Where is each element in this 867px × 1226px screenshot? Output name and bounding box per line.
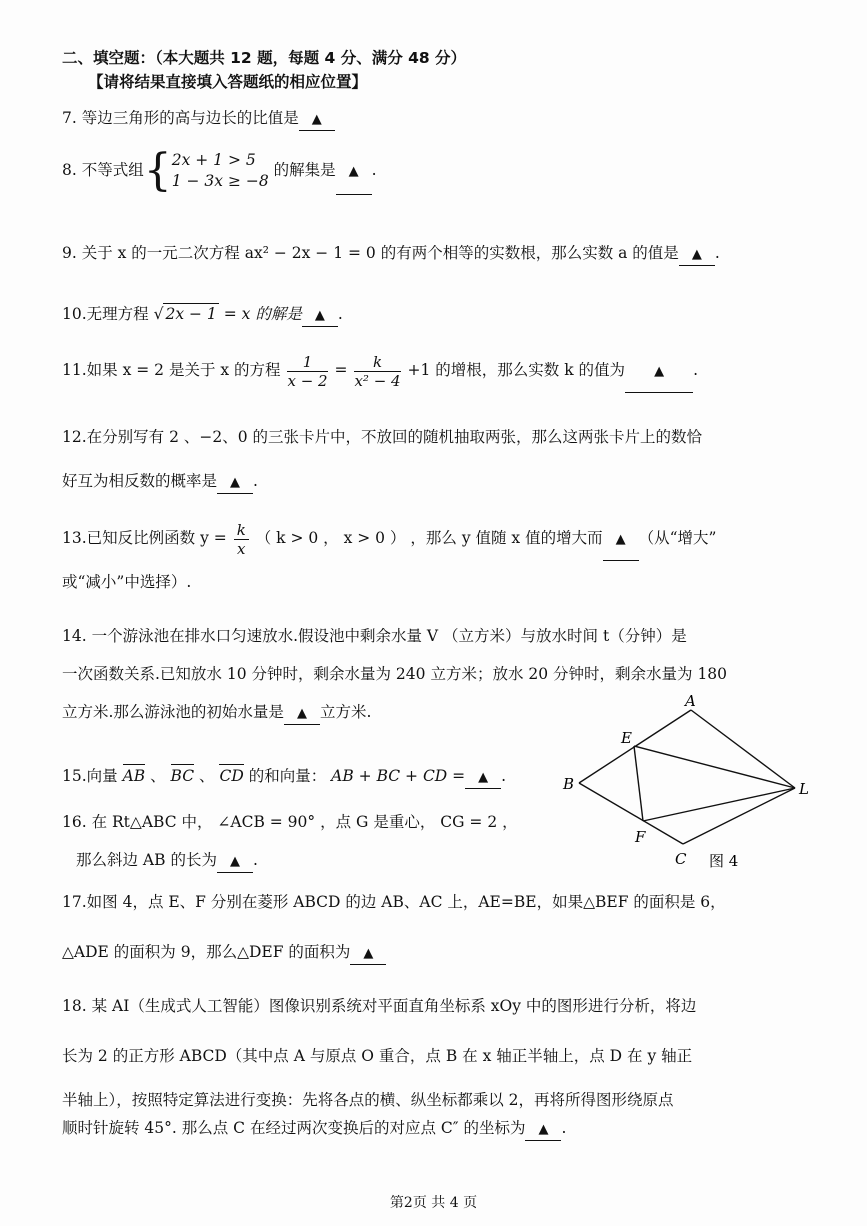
question-9: 9. 关于 x 的一元二次方程 ax² − 2x − 1 = 0 的有两个相等的实数根，那么实数 a 的值是 ▲ . [62,243,720,266]
question-15: 15.向量 AB 、 BC 、 CD 的和向量： AB + BC + CD = ▲ . [62,764,506,789]
question-17-line2 [62,942,386,965]
label-F: F [635,828,646,846]
q13-den: x [237,539,246,558]
fraction [287,353,327,390]
inequality-system [172,150,269,192]
question-16-line2: 那么斜边 AB 的长为 ▲ . [76,850,258,873]
label-B: B [563,775,575,793]
question-10: 10.无理方程 √ 2x − 1 = x 的解是 ▲ . [62,303,343,327]
q10-after: = x 的解是 [223,305,302,323]
triangle-icon: ▲ [314,308,325,323]
question-18-line3: 半轴上），按照特定算法进行变换：先将各点的横、纵坐标都乘以 2，再将所得图形绕原点 [62,1091,674,1109]
q17-line2: △ADE 的面积为 9，那么△DEF 的面积为 [62,943,351,961]
q15-prefix: 15.向量 [62,767,118,785]
question-18-line2: 长为 2 的正方形 ABCD（其中点 A 与原点 O 重合，点 B 在 x 轴正半轴上，点 D 在 y 轴正 [62,1047,693,1065]
question-8: 8. 不等式组{ 2x + 1 > 5 1 − 3x ≥ −8 的解集是 ▲ . [62,145,377,196]
answer-blank [302,304,338,327]
fraction [354,353,400,390]
brace-icon: { [143,145,172,196]
question-13 [62,518,716,561]
vector-ab: AB [123,764,146,786]
triangle-icon: ▲ [363,946,374,961]
edge-BC [579,783,683,844]
fraction [234,521,249,558]
q8-suffix: 的解集是 [273,161,336,179]
q7-text: 7. 等边三角形的高与边长的比值是 [62,109,299,127]
q8-prefix: 8. 不等式组 [62,161,144,179]
answer-blank [217,471,253,494]
label-C: C [675,850,687,868]
triangle-icon: ▲ [538,1122,549,1137]
q8-eq1: 2x + 1 > 5 [171,151,256,169]
answer-blank [299,108,335,131]
answer-blank [217,850,253,873]
q8-eq2: 1 − 3x ≥ −8 [171,172,269,190]
q11-f1-den: x − 2 [287,371,328,390]
question-18-line4: 顺时针旋转 45°. 那么点 C 在经过两次变换后的对应点 C″ 的坐标为 ▲ . [62,1118,566,1141]
segment-EF [634,746,643,821]
q10-prefix: 10.无理方程 [62,305,149,323]
q11-f2-den: x² − 4 [354,371,401,390]
q16-line2: 那么斜边 AB 的长为 [76,851,217,869]
q11-f1-num: 1 [287,353,327,372]
figure-caption: 图 4 [709,852,739,870]
q11-after: +1 的增根，那么实数 k 的值为 [407,361,626,379]
answer-blank [603,518,639,561]
triangle-icon: ▲ [654,364,665,379]
answer-blank [525,1118,561,1141]
question-11: 11.如果 x = 2 是关于 x 的方程 $\frac{1}{x - 2}$ = $\frac{k}{\text{x² − 4}}$ +1 的增根，那么实数 k 的值为 ▲ . [62,350,698,393]
figure-4-rhombus-diagram [555,694,825,874]
triangle-icon: ▲ [230,475,241,490]
question-17-line1: 17.如图 4，点 E、F 分别在菱形 ABCD 的边 AB、AC 上，AE=BE，如果△BEF 的面积是 6， [62,893,726,911]
answer-blank [679,243,715,266]
q12-line2: 好互为相反数的概率是 [62,472,218,490]
answer-blank [284,702,320,725]
vector-bc: BC [171,764,195,786]
triangle-icon: ▲ [229,854,240,869]
q10-radicand: 2x − 1 [165,305,217,323]
triangle-icon: ▲ [691,247,702,262]
triangle-icon: ▲ [478,770,489,785]
triangle-icon: ▲ [348,164,359,179]
question-7 [62,108,335,131]
question-12-line2: 好互为相反数的概率是 ▲ . [62,471,258,494]
q13-cond: （ k > 0 ， x > 0 ） ，那么 y 值随 x 值的增大而 [255,529,603,547]
q18-line4: 顺时针旋转 45°. 那么点 C 在经过两次变换后的对应点 C″ 的坐标为 [62,1119,526,1137]
question-12-line1: 12.在分别写有 2 、−2、0 的三张卡片中，不放回的随机抽取两张，那么这两张卡片上的数恰 [62,428,703,446]
section-note: 【请将结果直接填入答题纸的相应位置】 [88,73,368,91]
answer-blank [625,350,693,393]
q11-mid: = [334,361,348,379]
page-footer: 第2页 共 4 页 [389,1195,478,1211]
answer-blank [465,766,501,789]
answer-blank [336,148,372,195]
section-title: 二、填空题：（本大题共 12 题，每题 4 分、满分 48 分） [62,49,467,67]
triangle-icon: ▲ [615,532,626,547]
q11-f2-num: k [354,353,400,372]
question-18-line1: 18. 某 AI（生成式人工智能）图像识别系统对平面直角坐标系 xOy 中的图形进行分析，将边 [62,997,697,1015]
q14-line3: 立方米.那么游泳池的初始水量是 [62,703,284,721]
edge-AD [691,710,795,788]
question-14-line2: 一次函数关系.已知放水 10 分钟时，剩余水量为 240 立方米；放水 20 分钟时，剩余水量为 180 [62,665,728,683]
label-E: E [621,729,632,747]
q9-text: 9. 关于 x 的一元二次方程 ax² − 2x − 1 = 0 的有两个相等的实数根，那么实数 a 的值是 [62,244,679,262]
segment-FD [643,788,795,821]
q13-prefix: 13.已知反比例函数 y = [62,529,227,547]
answer-blank [350,942,386,965]
sqrt-icon: √ [153,305,164,323]
q11-prefix: 11.如果 x = 2 是关于 x 的方程 [62,361,281,379]
question-14-line1: 14. 一个游泳池在排水口匀速放水.假设池中剩余水量 V （立方米）与放水时间 t（分钟）是 [62,627,687,645]
question-16-line1: 16. 在 Rt△ABC 中， ∠ACB = 90° ，点 G 是重心， CG = 2 ， [62,813,518,831]
q14-unit: 立方米. [319,703,372,721]
label-A: A [685,694,696,710]
q15-mid: 的和向量： [248,767,327,785]
segment-ED [634,746,795,788]
edge-CD [683,788,795,844]
label-D: L [799,780,809,798]
vector-cd: CD [219,764,243,786]
q13-num: k [234,521,249,540]
question-13-line2: 或“减小”中选择）. [62,573,192,591]
question-14-line3 [62,702,371,725]
q15-sum: AB + BC + CD = [331,767,466,785]
triangle-icon: ▲ [311,112,322,127]
q13-after: （从“增大” [638,529,717,547]
triangle-icon: ▲ [296,706,307,721]
